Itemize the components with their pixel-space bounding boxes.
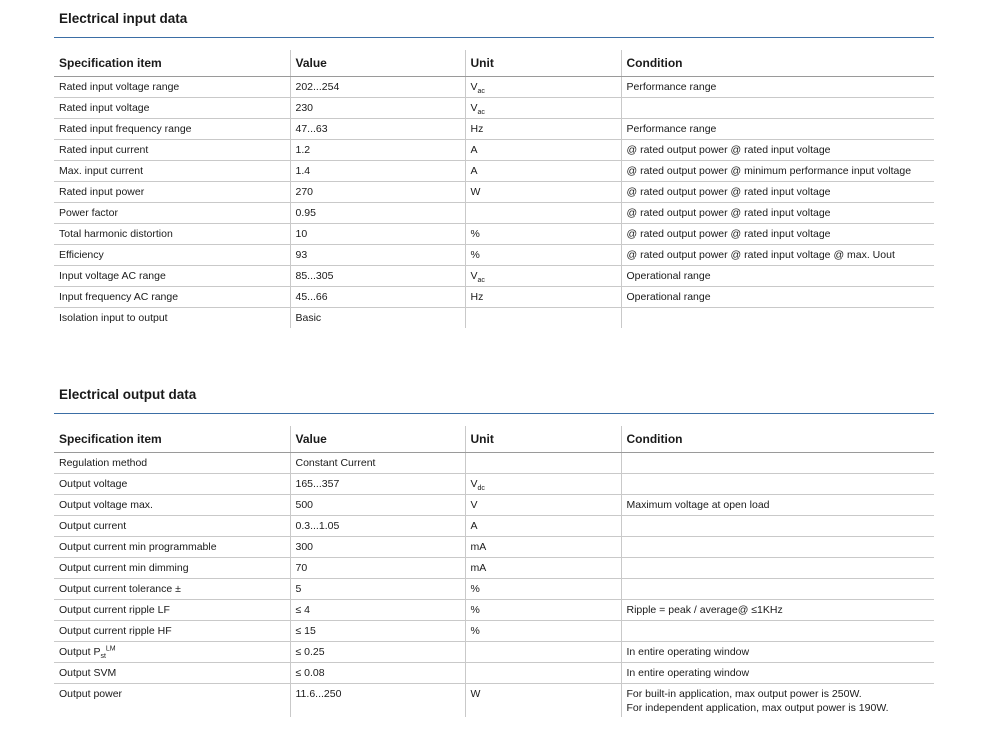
- spec-item-text: Output current: [59, 520, 127, 532]
- spec-item-text: Rated input voltage: [59, 102, 150, 114]
- unit-text: A: [470, 520, 478, 532]
- table-body: [54, 77, 934, 329]
- table-row: [54, 663, 934, 684]
- spec-item-text: Output current ripple LF: [59, 604, 170, 616]
- table-row: [54, 77, 934, 98]
- spec-item-text: Isolation input to output: [59, 312, 168, 324]
- spec-item-text: Output current tolerance ±: [59, 583, 181, 595]
- spec-item-subscript: st: [100, 653, 106, 661]
- spec-item-text: Rated input voltage range: [59, 81, 180, 93]
- unit-text: V: [470, 102, 478, 114]
- table-row: [54, 579, 934, 600]
- spec-item-cell: [54, 203, 290, 224]
- header-unit: Unit: [465, 426, 621, 453]
- unit-text: %: [470, 249, 480, 261]
- value-cell: 165...357: [290, 474, 465, 495]
- unit-cell: [465, 266, 621, 287]
- table-row: [54, 224, 934, 245]
- header-value: Value: [290, 50, 465, 77]
- condition-cell: @ rated output power @ rated input voltage: [621, 224, 934, 245]
- header-specification-item: Specification item: [54, 50, 290, 77]
- unit-text: %: [470, 625, 480, 637]
- spec-item-text: Efficiency: [59, 249, 104, 261]
- spec-item-cell: [54, 600, 290, 621]
- unit-text: Hz: [470, 123, 484, 135]
- table-row: [54, 621, 934, 642]
- spec-item-cell: [54, 621, 290, 642]
- unit-text: %: [470, 583, 480, 595]
- spec-item-text: Output P: [59, 646, 101, 658]
- table-header-row: [54, 426, 934, 453]
- spec-item-text: Output power: [59, 688, 123, 700]
- spec-item-text: Total harmonic distortion: [59, 228, 173, 240]
- header-unit: Unit: [465, 50, 621, 77]
- value-cell: ≤ 15: [290, 621, 465, 642]
- unit-text: V: [470, 81, 478, 93]
- unit-text: V: [470, 499, 478, 511]
- table-row: [54, 453, 934, 474]
- unit-cell: [465, 453, 621, 474]
- table-row: [54, 119, 934, 140]
- header-value: Value: [290, 426, 465, 453]
- spec-item-cell: [54, 453, 290, 474]
- spec-item-cell: [54, 224, 290, 245]
- value-cell: 70: [290, 558, 465, 579]
- unit-subscript: ac: [477, 88, 485, 96]
- value-cell: 202...254: [290, 77, 465, 98]
- condition-cell: [621, 684, 934, 718]
- unit-cell: [465, 663, 621, 684]
- table-row: [54, 537, 934, 558]
- table-row: [54, 203, 934, 224]
- value-cell: 45...66: [290, 287, 465, 308]
- spec-item-text: Output voltage: [59, 478, 128, 490]
- table-header-row: [54, 50, 934, 77]
- unit-text: A: [470, 144, 478, 156]
- table-body: [54, 453, 934, 718]
- unit-cell: [465, 245, 621, 266]
- spec-item-cell: [54, 558, 290, 579]
- section-divider: [54, 37, 934, 38]
- spec-item-cell: [54, 579, 290, 600]
- spec-item-cell: [54, 474, 290, 495]
- condition-cell: @ rated output power @ rated input voltage: [621, 140, 934, 161]
- unit-subscript: dc: [477, 485, 485, 493]
- spec-item-cell: [54, 537, 290, 558]
- unit-cell: [465, 203, 621, 224]
- value-cell: 1.4: [290, 161, 465, 182]
- spec-item-text: Output voltage max.: [59, 499, 153, 511]
- value-cell: 0.3...1.05: [290, 516, 465, 537]
- spec-item-text: Regulation method: [59, 457, 148, 469]
- spec-item-cell: [54, 663, 290, 684]
- condition-cell: Operational range: [621, 287, 934, 308]
- condition-cell: Ripple = peak / average@ ≤1KHz: [621, 600, 934, 621]
- value-cell: 5: [290, 579, 465, 600]
- output-data-table: [54, 426, 934, 717]
- unit-text: V: [470, 478, 478, 490]
- table-row: [54, 308, 934, 329]
- spec-item-text: Output current min programmable: [59, 541, 217, 553]
- unit-cell: [465, 224, 621, 245]
- condition-cell: [621, 474, 934, 495]
- header-condition: Condition: [621, 50, 934, 77]
- condition-cell: [621, 621, 934, 642]
- spec-item-cell: [54, 77, 290, 98]
- spec-item-text: Max. input current: [59, 165, 144, 177]
- spec-item-cell: [54, 266, 290, 287]
- condition-cell: [621, 537, 934, 558]
- spec-item-cell: [54, 98, 290, 119]
- unit-text: W: [470, 186, 481, 198]
- spec-item-cell: [54, 684, 290, 718]
- condition-cell: Maximum voltage at open load: [621, 495, 934, 516]
- table-row: [54, 600, 934, 621]
- value-cell: 270: [290, 182, 465, 203]
- spec-item-cell: [54, 495, 290, 516]
- spec-item-cell: [54, 182, 290, 203]
- value-cell: 0.95: [290, 203, 465, 224]
- unit-cell: [465, 642, 621, 663]
- condition-cell: @ rated output power @ rated input voltage: [621, 182, 934, 203]
- spec-item-cell: [54, 119, 290, 140]
- value-cell: 1.2: [290, 140, 465, 161]
- condition-cell: [621, 453, 934, 474]
- unit-text: %: [470, 228, 480, 240]
- condition-cell: @ rated output power @ minimum performance input voltage: [621, 161, 934, 182]
- table-row: [54, 245, 934, 266]
- unit-cell: [465, 537, 621, 558]
- value-cell: Basic: [290, 308, 465, 329]
- unit-cell: [465, 77, 621, 98]
- spec-item-text: Output current min dimming: [59, 562, 189, 574]
- table-row: [54, 474, 934, 495]
- condition-cell: [621, 98, 934, 119]
- spec-item-text: Power factor: [59, 207, 118, 219]
- condition-cell: [621, 516, 934, 537]
- table-row: [54, 287, 934, 308]
- unit-text: %: [470, 604, 480, 616]
- spec-item-text: Output current ripple HF: [59, 625, 172, 637]
- table-row: [54, 495, 934, 516]
- condition-line: For independent application, max output power is 190W.: [626, 702, 889, 714]
- condition-cell: In entire operating window: [621, 663, 934, 684]
- unit-cell: [465, 474, 621, 495]
- spec-item-superscript: LM: [105, 645, 116, 653]
- section-title: Electrical output data: [59, 387, 197, 402]
- output-data-section: [54, 384, 934, 717]
- unit-cell: [465, 308, 621, 329]
- unit-cell: [465, 119, 621, 140]
- value-cell: Constant Current: [290, 453, 465, 474]
- header-specification-item: Specification item: [54, 426, 290, 453]
- value-cell: 85...305: [290, 266, 465, 287]
- spec-item-text: Output SVM: [59, 667, 117, 679]
- condition-cell: [621, 579, 934, 600]
- spec-item-text: Rated input current: [59, 144, 149, 156]
- table-row: [54, 98, 934, 119]
- unit-cell: [465, 495, 621, 516]
- unit-cell: [465, 621, 621, 642]
- input-data-section: [54, 8, 934, 328]
- unit-text: mA: [470, 562, 487, 574]
- spec-item-text: Rated input frequency range: [59, 123, 192, 135]
- table-row: [54, 161, 934, 182]
- table-row: [54, 182, 934, 203]
- value-cell: ≤ 0.25: [290, 642, 465, 663]
- condition-cell: Operational range: [621, 266, 934, 287]
- spec-item-text: Rated input power: [59, 186, 145, 198]
- condition-cell: [621, 558, 934, 579]
- spec-item-cell: [54, 245, 290, 266]
- value-cell: ≤ 4: [290, 600, 465, 621]
- unit-text: W: [470, 688, 481, 700]
- spec-item-text: Input frequency AC range: [59, 291, 179, 303]
- spec-item-cell: [54, 642, 290, 663]
- value-cell: ≤ 0.08: [290, 663, 465, 684]
- header-condition: Condition: [621, 426, 934, 453]
- table-row: [54, 642, 934, 663]
- unit-subscript: ac: [477, 109, 485, 117]
- input-data-table: [54, 50, 934, 328]
- unit-cell: [465, 558, 621, 579]
- table-row: [54, 266, 934, 287]
- value-cell: 230: [290, 98, 465, 119]
- condition-cell: @ rated output power @ rated input voltage @ max. Uout: [621, 245, 934, 266]
- unit-cell: [465, 140, 621, 161]
- condition-cell: @ rated output power @ rated input voltage: [621, 203, 934, 224]
- spec-item-cell: [54, 287, 290, 308]
- table-row: [54, 684, 934, 718]
- condition-cell: Performance range: [621, 77, 934, 98]
- unit-cell: [465, 684, 621, 718]
- spec-item-text: Input voltage AC range: [59, 270, 166, 282]
- condition-cell: In entire operating window: [621, 642, 934, 663]
- unit-cell: [465, 161, 621, 182]
- unit-subscript: ac: [477, 277, 485, 285]
- unit-text: Hz: [470, 291, 484, 303]
- unit-cell: [465, 579, 621, 600]
- unit-cell: [465, 600, 621, 621]
- value-cell: 11.6...250: [290, 684, 465, 718]
- value-cell: 10: [290, 224, 465, 245]
- unit-text: V: [470, 270, 478, 282]
- value-cell: 47...63: [290, 119, 465, 140]
- value-cell: 93: [290, 245, 465, 266]
- spec-item-cell: [54, 308, 290, 329]
- table-row: [54, 140, 934, 161]
- spec-item-cell: [54, 161, 290, 182]
- unit-text: mA: [470, 541, 487, 553]
- section-divider: [54, 413, 934, 414]
- unit-cell: [465, 98, 621, 119]
- table-row: [54, 516, 934, 537]
- value-cell: 300: [290, 537, 465, 558]
- unit-text: A: [470, 165, 478, 177]
- condition-line: For built-in application, max output power is 250W.: [626, 688, 862, 700]
- spec-item-cell: [54, 516, 290, 537]
- table-row: [54, 558, 934, 579]
- value-cell: 500: [290, 495, 465, 516]
- condition-cell: Performance range: [621, 119, 934, 140]
- unit-cell: [465, 287, 621, 308]
- unit-cell: [465, 182, 621, 203]
- section-title: Electrical input data: [59, 11, 188, 26]
- unit-cell: [465, 516, 621, 537]
- condition-cell: [621, 308, 934, 329]
- spec-item-cell: [54, 140, 290, 161]
